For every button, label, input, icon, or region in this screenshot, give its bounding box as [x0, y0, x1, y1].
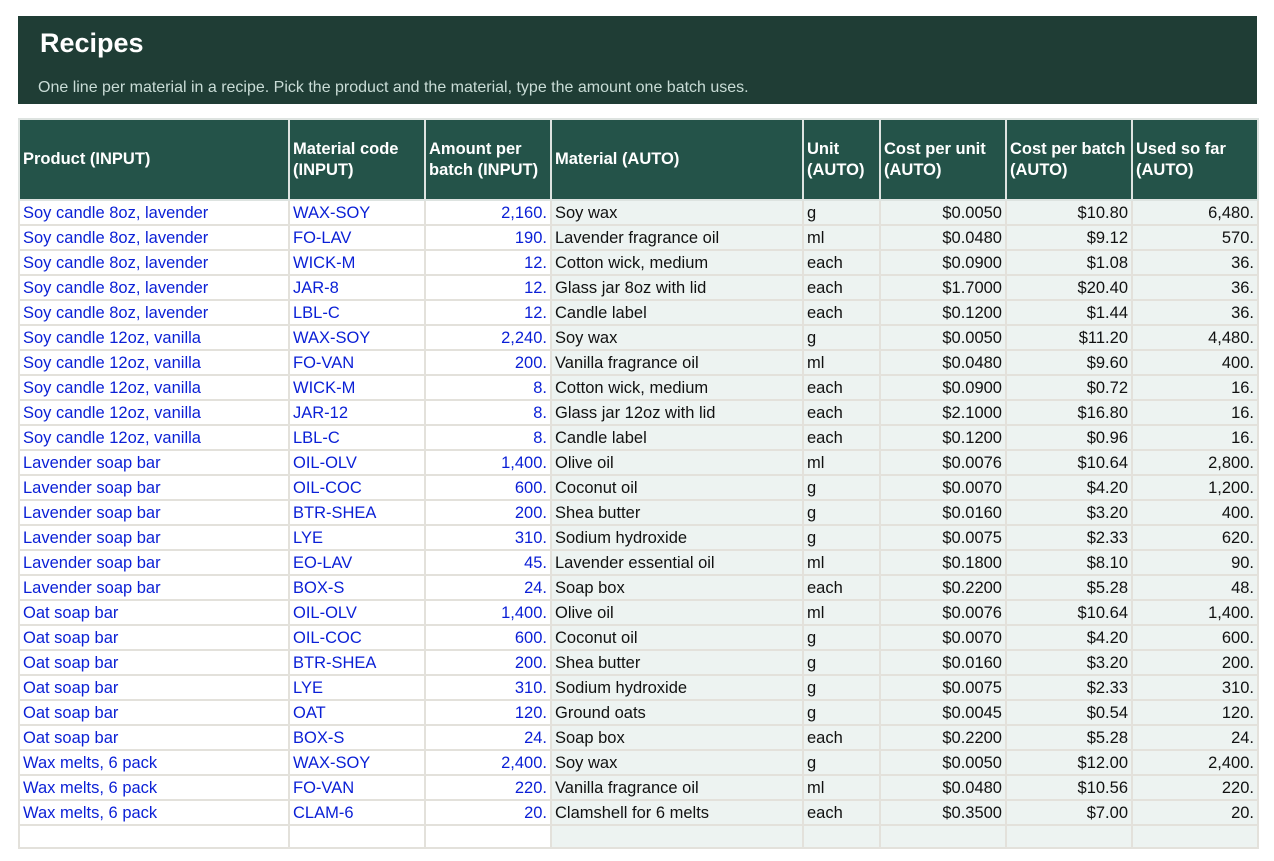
cost-per-batch-cell[interactable]: $4.20	[1006, 625, 1132, 650]
material-code-cell[interactable]: JAR-12	[289, 400, 425, 425]
table-row	[19, 375, 1258, 400]
cost-per-batch-cell[interactable]: $10.80	[1006, 200, 1132, 225]
product-cell[interactable]: Wax melts, 6 pack	[19, 800, 289, 825]
unit-cell[interactable]: g	[803, 700, 880, 725]
amount-cell[interactable]: 8.	[425, 425, 551, 450]
used-so-far-cell[interactable]: 16.	[1132, 425, 1258, 450]
cost-per-batch-cell[interactable]: $9.60	[1006, 350, 1132, 375]
material-cell[interactable]: Lavender fragrance oil	[551, 225, 803, 250]
amount-cell[interactable]: 1,400.	[425, 600, 551, 625]
page-title: Recipes	[40, 28, 144, 58]
cost-per-unit-cell[interactable]: $1.7000	[880, 275, 1006, 300]
product-cell[interactable]: Soy candle 12oz, vanilla	[19, 425, 289, 450]
product-cell[interactable]: Soy candle 12oz, vanilla	[19, 350, 289, 375]
cost-per-batch-cell[interactable]: $10.56	[1006, 775, 1132, 800]
cost-per-unit-cell[interactable]: $0.0075	[880, 675, 1006, 700]
table-row	[19, 700, 1258, 725]
cost-per-unit-cell[interactable]: $0.0075	[880, 525, 1006, 550]
material-code-cell[interactable]: LBL-C	[289, 300, 425, 325]
material-code-cell[interactable]: WICK-M	[289, 250, 425, 275]
cost-per-batch-cell[interactable]: $0.72	[1006, 375, 1132, 400]
material-code-cell[interactable]: LYE	[289, 525, 425, 550]
empty-unit-cell[interactable]	[803, 825, 880, 848]
unit-cell[interactable]: g	[803, 325, 880, 350]
unit-cell[interactable]: each	[803, 425, 880, 450]
material-cell[interactable]: Soy wax	[551, 750, 803, 775]
amount-cell[interactable]: 220.	[425, 775, 551, 800]
unit-cell[interactable]: g	[803, 500, 880, 525]
cost-per-unit-cell[interactable]: $0.0050	[880, 325, 1006, 350]
product-cell[interactable]: Soy candle 8oz, lavender	[19, 300, 289, 325]
material-code-cell[interactable]: WAX-SOY	[289, 325, 425, 350]
table-row	[19, 650, 1258, 675]
used-so-far-cell[interactable]: 1,200.	[1132, 475, 1258, 500]
used-so-far-cell[interactable]: 90.	[1132, 550, 1258, 575]
product-cell[interactable]: Soy candle 12oz, vanilla	[19, 400, 289, 425]
cost-per-unit-cell[interactable]: $0.2200	[880, 575, 1006, 600]
cost-per-batch-cell[interactable]: $16.80	[1006, 400, 1132, 425]
cost-per-batch-cell[interactable]: $2.33	[1006, 675, 1132, 700]
amount-cell[interactable]: 1,400.	[425, 450, 551, 475]
table-row	[19, 575, 1258, 600]
unit-cell[interactable]: each	[803, 800, 880, 825]
unit-cell[interactable]: each	[803, 400, 880, 425]
cost-per-batch-cell[interactable]: $7.00	[1006, 800, 1132, 825]
cost-per-batch-cell[interactable]: $4.20	[1006, 475, 1132, 500]
material-code-cell[interactable]: OIL-COC	[289, 625, 425, 650]
unit-cell[interactable]: ml	[803, 450, 880, 475]
product-cell[interactable]: Wax melts, 6 pack	[19, 775, 289, 800]
table-row	[19, 600, 1258, 625]
material-cell[interactable]: Soy wax	[551, 200, 803, 225]
col-header-amount-per-batch[interactable]: Amount per batch (INPUT)	[425, 119, 551, 200]
unit-cell[interactable]: each	[803, 275, 880, 300]
material-cell[interactable]: Cotton wick, medium	[551, 375, 803, 400]
unit-cell[interactable]: each	[803, 725, 880, 750]
material-cell[interactable]: Candle label	[551, 300, 803, 325]
product-cell[interactable]: Lavender soap bar	[19, 525, 289, 550]
empty-material-cell[interactable]	[551, 825, 803, 848]
material-code-cell[interactable]: BTR-SHEA	[289, 650, 425, 675]
used-so-far-cell[interactable]: 620.	[1132, 525, 1258, 550]
material-cell[interactable]: Glass jar 8oz with lid	[551, 275, 803, 300]
product-cell[interactable]: Soy candle 8oz, lavender	[19, 250, 289, 275]
amount-cell[interactable]: 2,160.	[425, 200, 551, 225]
col-header-material[interactable]: Material (AUTO)	[551, 119, 803, 200]
cost-per-unit-cell[interactable]: $0.2200	[880, 725, 1006, 750]
material-cell[interactable]: Olive oil	[551, 600, 803, 625]
amount-cell[interactable]: 2,240.	[425, 325, 551, 350]
unit-cell[interactable]: g	[803, 750, 880, 775]
col-header-used-so-far[interactable]: Used so far (AUTO)	[1132, 119, 1258, 200]
table-row	[19, 275, 1258, 300]
amount-cell[interactable]: 120.	[425, 700, 551, 725]
material-code-cell[interactable]: FO-LAV	[289, 225, 425, 250]
table-row	[19, 300, 1258, 325]
unit-cell[interactable]: each	[803, 375, 880, 400]
unit-cell[interactable]: g	[803, 650, 880, 675]
table-row	[19, 350, 1258, 375]
table-row	[19, 675, 1258, 700]
material-code-cell[interactable]: FO-VAN	[289, 775, 425, 800]
amount-cell[interactable]: 24.	[425, 575, 551, 600]
table-row	[19, 200, 1258, 225]
material-cell[interactable]: Lavender essential oil	[551, 550, 803, 575]
cost-per-batch-cell[interactable]: $3.20	[1006, 500, 1132, 525]
product-cell[interactable]: Soy candle 12oz, vanilla	[19, 325, 289, 350]
product-cell[interactable]: Lavender soap bar	[19, 450, 289, 475]
material-cell[interactable]: Ground oats	[551, 700, 803, 725]
cost-per-unit-cell[interactable]: $0.1200	[880, 425, 1006, 450]
material-cell[interactable]: Sodium hydroxide	[551, 525, 803, 550]
cost-per-unit-cell[interactable]: $0.0160	[880, 500, 1006, 525]
table-row	[19, 725, 1258, 750]
cost-per-batch-cell[interactable]: $5.28	[1006, 575, 1132, 600]
product-cell[interactable]: Soy candle 12oz, vanilla	[19, 375, 289, 400]
material-cell[interactable]: Shea butter	[551, 500, 803, 525]
product-cell[interactable]: Soy candle 8oz, lavender	[19, 200, 289, 225]
used-so-far-cell[interactable]: 48.	[1132, 575, 1258, 600]
amount-cell[interactable]: 12.	[425, 275, 551, 300]
material-cell[interactable]: Vanilla fragrance oil	[551, 775, 803, 800]
cost-per-batch-cell[interactable]: $9.12	[1006, 225, 1132, 250]
cost-per-batch-cell[interactable]: $20.40	[1006, 275, 1132, 300]
product-cell[interactable]: Lavender soap bar	[19, 575, 289, 600]
amount-cell[interactable]: 310.	[425, 525, 551, 550]
used-so-far-cell[interactable]: 2,400.	[1132, 750, 1258, 775]
amount-cell[interactable]: 310.	[425, 675, 551, 700]
product-cell[interactable]: Lavender soap bar	[19, 475, 289, 500]
product-cell[interactable]: Oat soap bar	[19, 625, 289, 650]
header-row	[19, 119, 1258, 200]
cost-per-batch-cell[interactable]: $0.54	[1006, 700, 1132, 725]
amount-cell[interactable]: 12.	[425, 250, 551, 275]
material-code-cell[interactable]: OAT	[289, 700, 425, 725]
used-so-far-cell[interactable]: 570.	[1132, 225, 1258, 250]
unit-cell[interactable]: each	[803, 250, 880, 275]
table-row	[19, 525, 1258, 550]
amount-cell[interactable]: 200.	[425, 650, 551, 675]
unit-cell[interactable]: g	[803, 525, 880, 550]
col-header-cost-per-unit[interactable]: Cost per unit (AUTO)	[880, 119, 1006, 200]
cost-per-batch-cell[interactable]: $8.10	[1006, 550, 1132, 575]
cost-per-unit-cell[interactable]: $0.0900	[880, 375, 1006, 400]
material-cell[interactable]: Vanilla fragrance oil	[551, 350, 803, 375]
unit-cell[interactable]: ml	[803, 600, 880, 625]
recipes-table	[18, 118, 1259, 849]
product-cell[interactable]: Soy candle 8oz, lavender	[19, 275, 289, 300]
material-code-cell[interactable]: LBL-C	[289, 425, 425, 450]
cost-per-batch-cell[interactable]: $1.08	[1006, 250, 1132, 275]
material-cell[interactable]: Clamshell for 6 melts	[551, 800, 803, 825]
material-code-cell[interactable]: OIL-OLV	[289, 600, 425, 625]
empty-cost-per-batch-cell[interactable]	[1006, 825, 1132, 848]
material-cell[interactable]: Soap box	[551, 725, 803, 750]
used-so-far-cell[interactable]: 20.	[1132, 800, 1258, 825]
amount-cell[interactable]: 24.	[425, 725, 551, 750]
cost-per-batch-cell[interactable]: $3.20	[1006, 650, 1132, 675]
cost-per-unit-cell[interactable]: $0.0900	[880, 250, 1006, 275]
product-cell[interactable]: Lavender soap bar	[19, 550, 289, 575]
cost-per-unit-cell[interactable]: $0.0050	[880, 200, 1006, 225]
cost-per-unit-cell[interactable]: $2.1000	[880, 400, 1006, 425]
material-code-cell[interactable]: BTR-SHEA	[289, 500, 425, 525]
amount-cell[interactable]: 600.	[425, 475, 551, 500]
col-header-product[interactable]: Product (INPUT)	[19, 119, 289, 200]
table-row	[19, 250, 1258, 275]
used-so-far-cell[interactable]: 4,480.	[1132, 325, 1258, 350]
used-so-far-cell[interactable]: 36.	[1132, 275, 1258, 300]
unit-cell[interactable]: g	[803, 475, 880, 500]
col-header-material-code[interactable]: Material code (INPUT)	[289, 119, 425, 200]
col-header-unit[interactable]: Unit (AUTO)	[803, 119, 880, 200]
table-row	[19, 625, 1258, 650]
cost-per-batch-cell[interactable]: $5.28	[1006, 725, 1132, 750]
cost-per-unit-cell[interactable]: $0.0070	[880, 625, 1006, 650]
used-so-far-cell[interactable]: 600.	[1132, 625, 1258, 650]
unit-cell[interactable]: ml	[803, 550, 880, 575]
empty-product-cell[interactable]	[19, 825, 289, 848]
used-so-far-cell[interactable]: 24.	[1132, 725, 1258, 750]
material-code-cell[interactable]: BOX-S	[289, 575, 425, 600]
amount-cell[interactable]: 8.	[425, 375, 551, 400]
material-cell[interactable]: Coconut oil	[551, 625, 803, 650]
used-so-far-cell[interactable]: 220.	[1132, 775, 1258, 800]
amount-cell[interactable]: 200.	[425, 350, 551, 375]
amount-cell[interactable]: 20.	[425, 800, 551, 825]
cost-per-batch-cell[interactable]: $0.96	[1006, 425, 1132, 450]
cost-per-unit-cell[interactable]: $0.0070	[880, 475, 1006, 500]
cost-per-unit-cell[interactable]: $0.1800	[880, 550, 1006, 575]
material-code-cell[interactable]: CLAM-6	[289, 800, 425, 825]
material-cell[interactable]: Olive oil	[551, 450, 803, 475]
amount-cell[interactable]: 8.	[425, 400, 551, 425]
unit-cell[interactable]: ml	[803, 775, 880, 800]
empty-used-so-far-cell[interactable]	[1132, 825, 1258, 848]
used-so-far-cell[interactable]: 400.	[1132, 500, 1258, 525]
cost-per-unit-cell[interactable]: $0.0045	[880, 700, 1006, 725]
material-cell[interactable]: Glass jar 12oz with lid	[551, 400, 803, 425]
amount-cell[interactable]: 200.	[425, 500, 551, 525]
empty-material-code-cell[interactable]	[289, 825, 425, 848]
material-code-cell[interactable]: EO-LAV	[289, 550, 425, 575]
table-row	[19, 750, 1258, 775]
material-cell[interactable]: Soy wax	[551, 325, 803, 350]
product-cell[interactable]: Oat soap bar	[19, 650, 289, 675]
empty-amount-cell[interactable]	[425, 825, 551, 848]
cost-per-unit-cell[interactable]: $0.0160	[880, 650, 1006, 675]
unit-cell[interactable]: g	[803, 675, 880, 700]
material-cell[interactable]: Soap box	[551, 575, 803, 600]
unit-cell[interactable]: each	[803, 575, 880, 600]
product-cell[interactable]: Oat soap bar	[19, 675, 289, 700]
table-row	[19, 550, 1258, 575]
cost-per-batch-cell[interactable]: $2.33	[1006, 525, 1132, 550]
table-row	[19, 775, 1258, 800]
cost-per-batch-cell[interactable]: $11.20	[1006, 325, 1132, 350]
material-code-cell[interactable]: JAR-8	[289, 275, 425, 300]
cost-per-unit-cell[interactable]: $0.0480	[880, 775, 1006, 800]
product-cell[interactable]: Lavender soap bar	[19, 500, 289, 525]
used-so-far-cell[interactable]: 16.	[1132, 400, 1258, 425]
cost-per-batch-cell[interactable]: $1.44	[1006, 300, 1132, 325]
product-cell[interactable]: Soy candle 8oz, lavender	[19, 225, 289, 250]
cost-per-unit-cell[interactable]: $0.3500	[880, 800, 1006, 825]
cost-per-batch-cell[interactable]: $10.64	[1006, 600, 1132, 625]
table-row	[19, 500, 1258, 525]
product-cell[interactable]: Oat soap bar	[19, 700, 289, 725]
table-row	[19, 225, 1258, 250]
product-cell[interactable]: Oat soap bar	[19, 600, 289, 625]
cost-per-unit-cell[interactable]: $0.0480	[880, 225, 1006, 250]
material-code-cell[interactable]: LYE	[289, 675, 425, 700]
material-cell[interactable]: Sodium hydroxide	[551, 675, 803, 700]
col-header-cost-per-batch[interactable]: Cost per batch (AUTO)	[1006, 119, 1132, 200]
used-so-far-cell[interactable]: 36.	[1132, 250, 1258, 275]
unit-cell[interactable]: ml	[803, 225, 880, 250]
used-so-far-cell[interactable]: 6,480.	[1132, 200, 1258, 225]
amount-cell[interactable]: 190.	[425, 225, 551, 250]
amount-cell[interactable]: 2,400.	[425, 750, 551, 775]
material-code-cell[interactable]: WICK-M	[289, 375, 425, 400]
table-row	[19, 800, 1258, 825]
cost-per-unit-cell[interactable]: $0.0050	[880, 750, 1006, 775]
cost-per-unit-cell[interactable]: $0.0076	[880, 600, 1006, 625]
material-cell[interactable]: Shea butter	[551, 650, 803, 675]
unit-cell[interactable]: each	[803, 300, 880, 325]
material-code-cell[interactable]: OIL-COC	[289, 475, 425, 500]
material-code-cell[interactable]: FO-VAN	[289, 350, 425, 375]
used-so-far-cell[interactable]: 400.	[1132, 350, 1258, 375]
page-subtitle: One line per material in a recipe. Pick the product and the material, type the amount one batch uses.	[38, 79, 749, 96]
unit-cell[interactable]: g	[803, 200, 880, 225]
amount-cell[interactable]: 45.	[425, 550, 551, 575]
table-row	[19, 450, 1258, 475]
material-code-cell[interactable]: OIL-OLV	[289, 450, 425, 475]
cost-per-batch-cell[interactable]: $10.64	[1006, 450, 1132, 475]
product-cell[interactable]: Oat soap bar	[19, 725, 289, 750]
unit-cell[interactable]: ml	[803, 350, 880, 375]
amount-cell[interactable]: 12.	[425, 300, 551, 325]
used-so-far-cell[interactable]: 200.	[1132, 650, 1258, 675]
used-so-far-cell[interactable]: 1,400.	[1132, 600, 1258, 625]
used-so-far-cell[interactable]: 36.	[1132, 300, 1258, 325]
header-banner	[18, 16, 1257, 104]
used-so-far-cell[interactable]: 310.	[1132, 675, 1258, 700]
cost-per-unit-cell[interactable]: $0.0480	[880, 350, 1006, 375]
table-row	[19, 400, 1258, 425]
material-code-cell[interactable]: BOX-S	[289, 725, 425, 750]
table-row	[19, 475, 1258, 500]
unit-cell[interactable]: g	[803, 625, 880, 650]
product-cell[interactable]: Wax melts, 6 pack	[19, 750, 289, 775]
material-code-cell[interactable]: WAX-SOY	[289, 200, 425, 225]
used-so-far-cell[interactable]: 2,800.	[1132, 450, 1258, 475]
amount-cell[interactable]: 600.	[425, 625, 551, 650]
material-code-cell[interactable]: WAX-SOY	[289, 750, 425, 775]
empty-entry-row	[19, 825, 1258, 848]
table-row	[19, 325, 1258, 350]
cost-per-unit-cell[interactable]: $0.0076	[880, 450, 1006, 475]
cost-per-batch-cell[interactable]: $12.00	[1006, 750, 1132, 775]
used-so-far-cell[interactable]: 120.	[1132, 700, 1258, 725]
material-cell[interactable]: Coconut oil	[551, 475, 803, 500]
cost-per-unit-cell[interactable]: $0.1200	[880, 300, 1006, 325]
material-cell[interactable]: Cotton wick, medium	[551, 250, 803, 275]
empty-cost-per-unit-cell[interactable]	[880, 825, 1006, 848]
table-row	[19, 425, 1258, 450]
used-so-far-cell[interactable]: 16.	[1132, 375, 1258, 400]
material-cell[interactable]: Candle label	[551, 425, 803, 450]
